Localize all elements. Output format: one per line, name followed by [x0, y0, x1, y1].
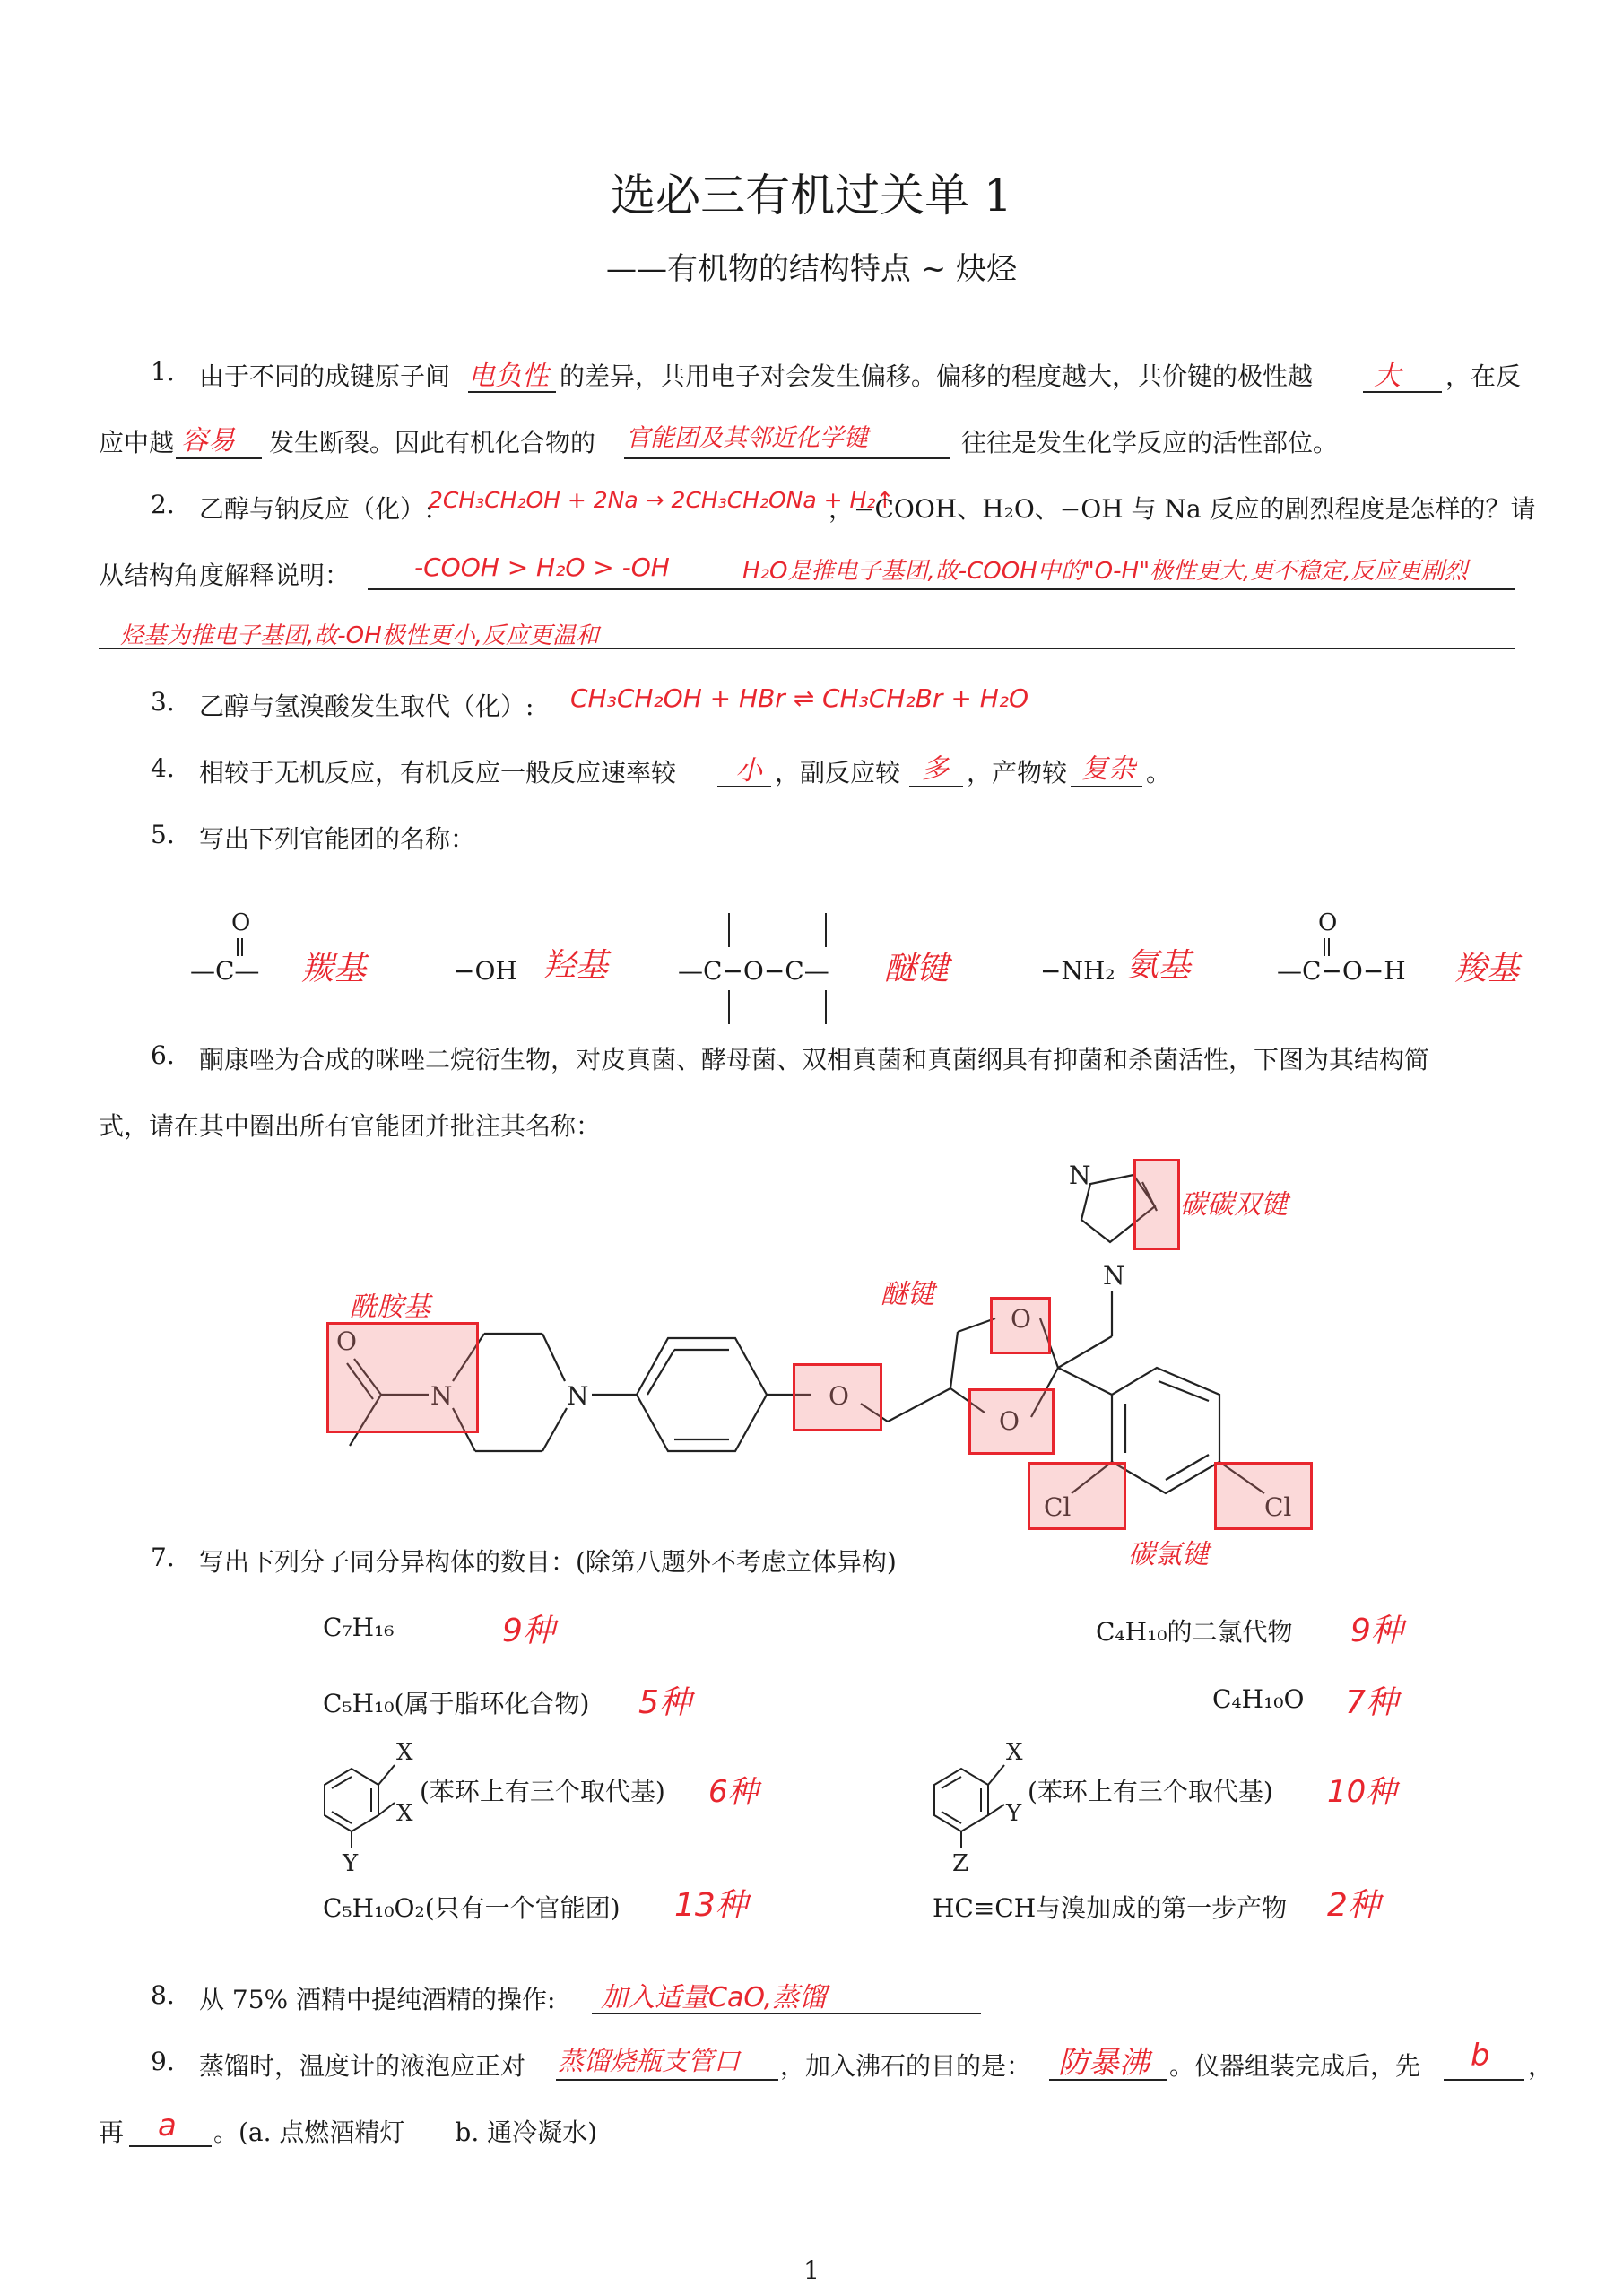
- handwritten-answer: 蒸馏烧瓶支管口: [558, 2046, 741, 2076]
- molecule-formula: C₅H₁₀O₂(只有一个官能团): [323, 1893, 621, 1923]
- handwritten-answer: 9种: [502, 1613, 555, 1649]
- question-text: 乙醇与氢溴酸发生取代（化）:: [199, 691, 534, 721]
- page-title: 选必三有机过关单 1: [611, 170, 1012, 222]
- handwritten-answer: 复杂: [1081, 753, 1135, 785]
- handwritten-answer: 2CH₃CH₂OH + 2Na → 2CH₃CH₂ONa + H₂↑: [429, 487, 895, 513]
- question-text: 蒸馏时，温度计的液泡应正对: [199, 2051, 526, 2081]
- substituent-label: Y: [1006, 1800, 1022, 1827]
- substituent-label: X: [1006, 1739, 1023, 1766]
- question-text: 由于不同的成键原子间: [199, 361, 451, 391]
- handwritten-answer: -COOH > H₂O > -OH: [414, 552, 670, 582]
- handwritten-answer: 羰基: [301, 951, 367, 987]
- handwritten-answer: 7种: [1345, 1684, 1398, 1721]
- handwritten-label: 碳氯键: [1128, 1539, 1209, 1570]
- handwritten-answer: 羟基: [543, 947, 609, 984]
- handwritten-answer: 羧基: [1454, 951, 1520, 987]
- question-text: 酮康唑为合成的咪唑二烷衍生物，对皮真菌、酵母菌、双相真菌和真菌纲具有抑菌和杀菌活性，下图为其结构简: [199, 1045, 1430, 1074]
- question-text: 乙醇与钠反应（化）:: [199, 494, 434, 524]
- molecule-formula: C₇H₁₆: [323, 1613, 395, 1642]
- question-text: 往往是发生化学反应的活性部位。: [961, 428, 1339, 457]
- handwritten-answer: 10种: [1327, 1774, 1397, 1810]
- molecule-formula: (苯环上有三个取代基): [1028, 1777, 1273, 1806]
- atom-label: Cl: [1264, 1492, 1292, 1522]
- atom-label: N: [430, 1381, 453, 1411]
- handwritten-answer: 6种: [708, 1774, 759, 1810]
- atom-label: O: [336, 1326, 357, 1356]
- atom-label: N: [1103, 1261, 1125, 1291]
- question-number: 6.: [151, 1040, 175, 1070]
- handwritten-answer: 容易: [181, 425, 235, 457]
- question-number: 9.: [151, 2047, 175, 2076]
- page-subtitle: ——有机物的结构特点 ~ 炔烃: [605, 251, 1018, 287]
- handwritten-answer: 电负性: [468, 361, 549, 392]
- question-text: ，: [1528, 2051, 1554, 2081]
- functional-group-formula: −NH₂: [1040, 956, 1115, 986]
- question-number: 2.: [151, 490, 175, 519]
- atom-label: O: [829, 1381, 849, 1411]
- question-text: 。仪器组装完成后，先: [1169, 2051, 1421, 2081]
- handwritten-label: 酰胺基: [350, 1292, 430, 1323]
- handwritten-answer: 13种: [674, 1887, 748, 1924]
- molecule-formula: C₄H₁₀O: [1212, 1684, 1305, 1714]
- substituent-label: Y: [343, 1850, 359, 1877]
- handwritten-answer: H₂O是推电子基团,故-COOH中的"O-H"极性更大,更不稳定,反应更剧烈: [742, 558, 1468, 585]
- question-text: 。: [1146, 758, 1172, 787]
- question-text: ，在反: [1445, 361, 1522, 391]
- question-number: 7.: [151, 1543, 175, 1572]
- handwritten-label: 碳碳双键: [1180, 1189, 1288, 1221]
- molecule-formula: (苯环上有三个取代基): [420, 1777, 665, 1806]
- question-text: 从 75% 酒精中提纯酒精的操作:: [199, 1985, 556, 2014]
- question-number: 5.: [151, 820, 175, 849]
- functional-group-formula: —C—: [190, 956, 260, 986]
- substituent-label: X: [396, 1800, 413, 1827]
- question-number: 4.: [151, 753, 175, 783]
- handwritten-answer: 小: [735, 755, 762, 787]
- handwritten-answer: 大: [1374, 361, 1401, 392]
- question-number: 3.: [151, 687, 175, 717]
- handwritten-answer: 2种: [1327, 1887, 1380, 1924]
- atom-label: O: [231, 909, 251, 936]
- question-number: 8.: [151, 1980, 175, 2010]
- handwritten-answer: 防暴沸: [1058, 2045, 1150, 2081]
- substituent-label: X: [396, 1739, 413, 1766]
- question-text: ，加入沸石的目的是：: [780, 2051, 1032, 2081]
- question-text: 再: [99, 2118, 125, 2147]
- question-text: 式，请在其中圈出所有官能团并批注其名称：: [99, 1111, 602, 1141]
- handwritten-answer: 官能团及其邻近化学键: [626, 424, 868, 452]
- question-text: 写出下列分子同分异构体的数目：(除第八题外不考虑立体异构): [199, 1547, 897, 1577]
- question-number: 1.: [151, 357, 175, 387]
- handwritten-answer: 醚键: [884, 951, 950, 987]
- question-text: 从结构角度解释说明：: [99, 561, 351, 590]
- question-text: ，产物较: [967, 758, 1068, 787]
- substituent-label: Z: [952, 1850, 969, 1877]
- question-text: 发生断裂。因此有机化合物的: [269, 428, 596, 457]
- functional-group-formula: —C−O−H: [1277, 956, 1406, 986]
- atom-label: N: [567, 1381, 589, 1411]
- atom-label: Cl: [1044, 1492, 1072, 1522]
- question-text: 相较于无机反应，有机反应一般反应速率较: [199, 758, 677, 787]
- handwritten-answer: 加入适量CaO,蒸馏: [601, 1982, 827, 2013]
- handwritten-answer: 5种: [638, 1684, 691, 1721]
- molecule-formula: HC≡CH与溴加成的第一步产物: [933, 1893, 1288, 1923]
- molecule-formula: C₅H₁₀(属于脂环化合物): [323, 1689, 590, 1718]
- handwritten-answer: a: [158, 2108, 177, 2144]
- question-text: ，−COOH、H₂O、−OH 与 Na 反应的剧烈程度是怎样的？请: [829, 494, 1536, 524]
- handwritten-answer: 9种: [1350, 1613, 1403, 1649]
- handwritten-answer: 氨基: [1126, 947, 1192, 984]
- page-number: 1: [803, 2256, 820, 2285]
- handwritten-answer: CH₃CH₂OH + HBr ⇌ CH₃CH₂Br + H₂O: [570, 683, 1029, 713]
- question-text: 的差异，共用电子对会发生偏移。偏移的程度越大，共价键的极性越: [560, 361, 1314, 391]
- atom-label: O: [999, 1406, 1020, 1436]
- handwritten-answer: b: [1471, 2038, 1490, 2074]
- handwritten-label: 醚键: [881, 1279, 934, 1310]
- question-text: ，副反应较: [775, 758, 901, 787]
- question-text: 。(a. 点燃酒精灯 b. 通冷凝水): [213, 2118, 598, 2147]
- question-text: 写出下列官能团的名称：: [199, 824, 476, 854]
- functional-group-formula: —C−O−C—: [678, 956, 829, 986]
- molecule-formula: C₄H₁₀的二氯代物: [1096, 1617, 1293, 1647]
- atom-label: O: [1011, 1304, 1031, 1334]
- atom-label: O: [1318, 909, 1338, 936]
- handwritten-answer: 烃基为推电子基团,故-OH极性更小,反应更温和: [120, 622, 599, 649]
- atom-label: N: [1069, 1161, 1091, 1190]
- question-text: 应中越: [99, 428, 175, 457]
- handwritten-answer: 多: [922, 753, 949, 785]
- functional-group-formula: −OH: [454, 956, 517, 986]
